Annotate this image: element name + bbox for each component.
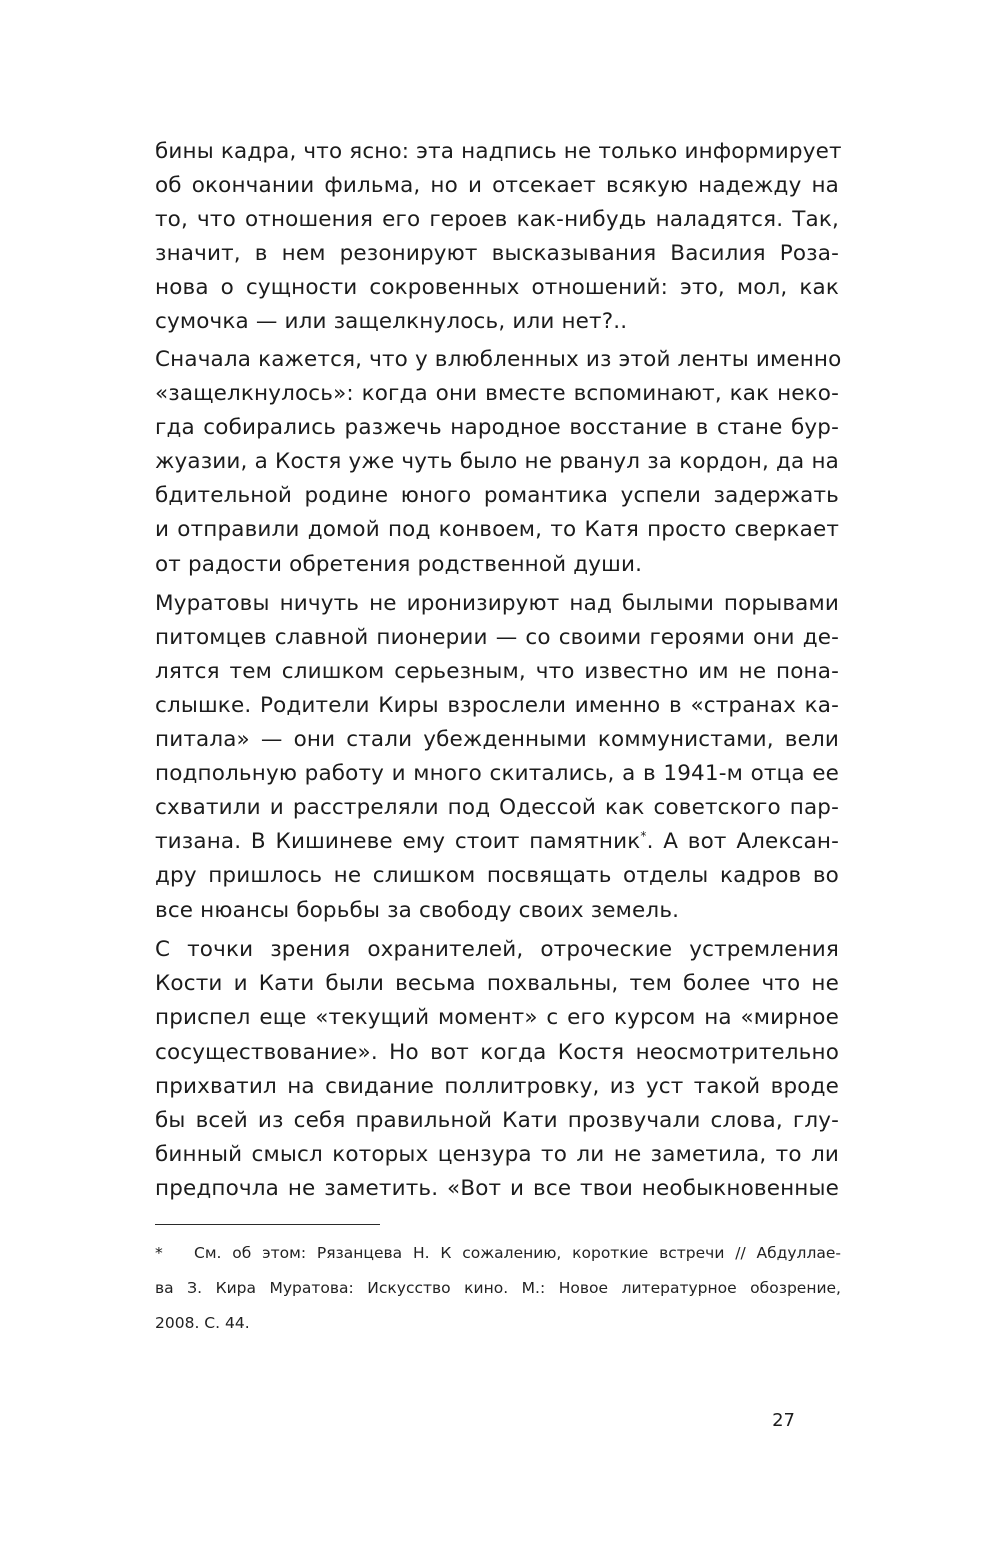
footnote-text: См. об этом: Рязанцева Н. К сожалению, короткие встречи // Абдуллае- (194, 1244, 841, 1262)
body-line: лятся тем слишком серьезным, что известно им не пона- (155, 659, 839, 684)
body-line: дру пришлось не слишком посвящать отделы кадров во (155, 863, 839, 888)
body-line: сумочка — или защелкнулось, или нет?.. (155, 309, 628, 334)
body-line: нова о сущности сокровенных отношений: это, мол, как (155, 275, 839, 300)
body-line: Сначала кажется, что у влюбленных из этой ленты именно (155, 347, 842, 372)
body-line: жуазии, а Костя уже чуть было не рванул за кордон, да на (155, 449, 839, 474)
body-line: об окончании фильма, но и отсекает всякую надежду на (155, 173, 839, 198)
body-line: и отправили домой под конвоем, то Катя просто сверкает (155, 517, 839, 542)
footnote-separator (155, 1224, 380, 1225)
body-line: приспел еще «текущий момент» с его курсом на «мирное (155, 1005, 839, 1030)
body-line: предпочла не заметить. «Вот и все твои необыкновенные (155, 1176, 839, 1201)
footnote-marker: * (155, 1244, 163, 1262)
body-line: Кости и Кати были весьма похвальны, тем более что не (155, 971, 839, 996)
body-line: то, что отношения его героев как-нибудь наладятся. Так, (155, 207, 839, 232)
footnote-reference: * (640, 828, 647, 843)
body-line: бы всей из себя правильной Кати прозвучали слова, глу- (155, 1108, 839, 1133)
footnote-line: 2008. С. 44. (155, 1314, 250, 1332)
body-line: бдительной родине юного романтика успели задержать (155, 483, 839, 508)
body-line: бины кадра, что ясно: эта надпись не только информирует (155, 139, 842, 164)
body-line-with-footnote-ref (155, 825, 839, 859)
body-line: бинный смысл которых цензура то ли не заметила, то ли (155, 1142, 839, 1167)
body-line: «защелкнулось»: когда они вместе вспоминают, как неко- (155, 381, 839, 406)
body-line: подпольную работу и много скитались, а в 1941-м отца ее (155, 761, 839, 786)
body-line: слышке. Родители Киры взрослели именно в «странах ка- (155, 693, 839, 718)
body-line-tail: . А вот Алексан- (646, 829, 839, 854)
page-number: 27 (772, 1410, 795, 1431)
body-line: С точки зрения охранителей, отроческие устремления (155, 937, 839, 962)
body-line: сосуществование». Но вот когда Костя неосмотрительно (155, 1040, 839, 1065)
body-line: значит, в нем резонируют высказывания Василия Роза- (155, 241, 839, 266)
footnote-line: ва З. Кира Муратова: Искусство кино. М.: Новое литературное обозрение, (155, 1279, 841, 1297)
body-line-text: тизана. В Кишиневе ему стоит памятник (155, 829, 641, 854)
body-line: все нюансы борьбы за свободу своих земель. (155, 898, 680, 923)
body-line: Муратовы ничуть не иронизируют над былыми порывами (155, 591, 839, 616)
body-line: гда собирались разжечь народное восстание в стане бур- (155, 415, 839, 440)
body-line: от радости обретения родственной души. (155, 552, 643, 577)
body-line: питомцев славной пионерии — со своими героями они де- (155, 625, 839, 650)
body-line: прихватил на свидание поллитровку, из уст такой вроде (155, 1074, 839, 1099)
body-line: питала» — они стали убежденными коммунистами, вели (155, 727, 839, 752)
footnote-line (155, 1242, 841, 1264)
body-line: схватили и расстреляли под Одессой как советского пар- (155, 795, 839, 820)
